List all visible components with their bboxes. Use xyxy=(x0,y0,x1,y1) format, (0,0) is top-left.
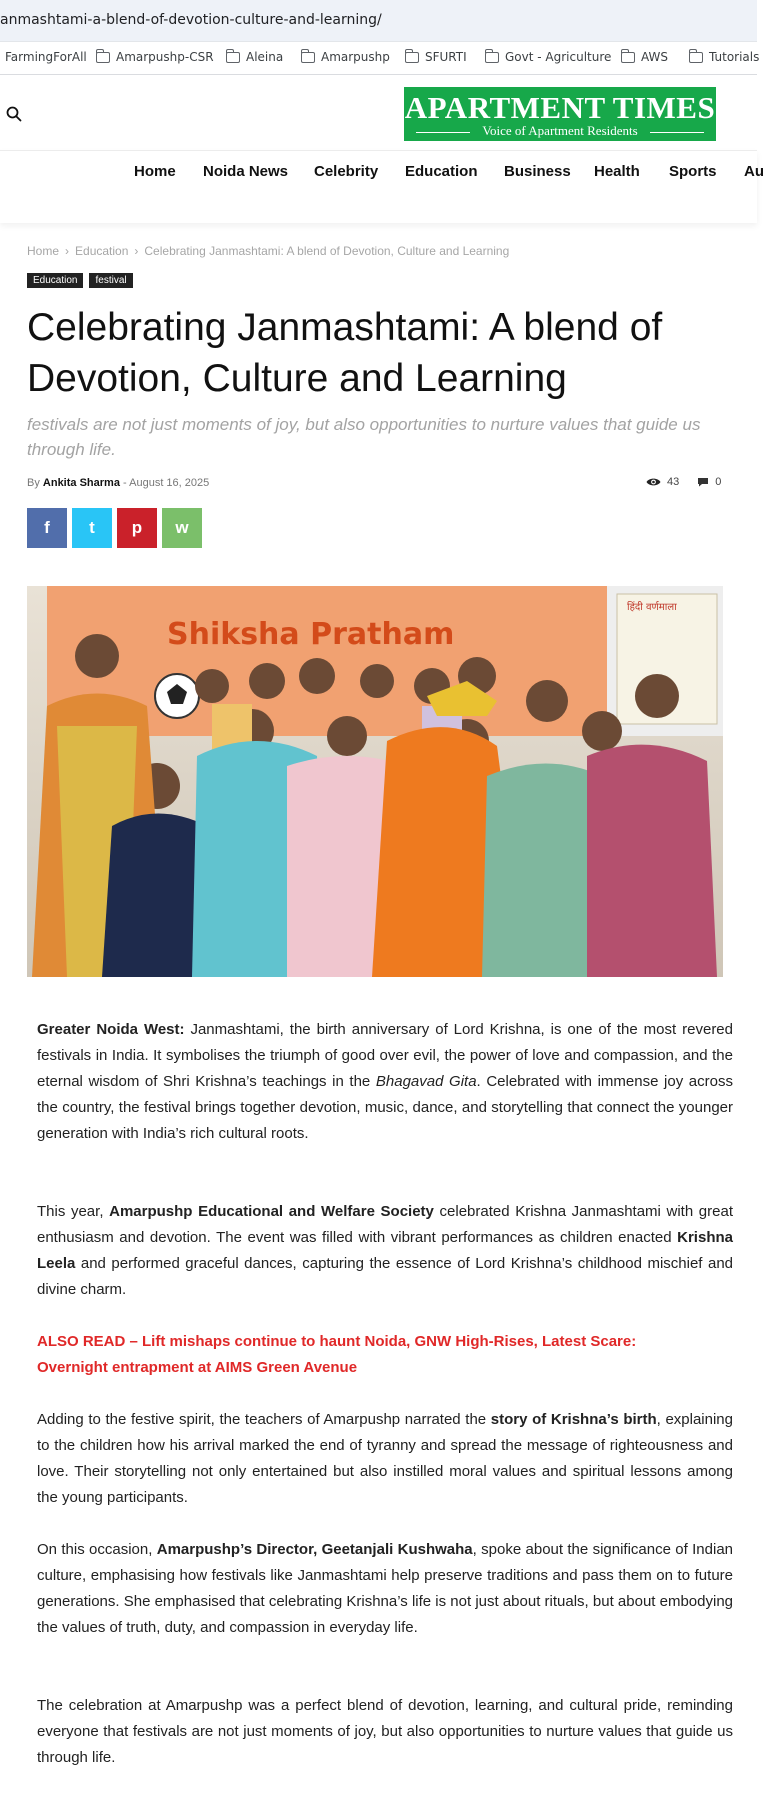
site-header xyxy=(0,75,757,150)
nav-business[interactable]: Business xyxy=(504,163,571,180)
organisation-name: Amarpushp Educational and Welfare Society xyxy=(109,1203,434,1220)
featured-photo-illustration xyxy=(27,586,723,977)
bookmark-label: SFURTI xyxy=(425,50,467,64)
paragraph-event-text-a: This year, xyxy=(37,1203,110,1220)
gita-reference: Bhagavad Gita xyxy=(375,1073,477,1090)
bookmark-govt-agriculture[interactable] xyxy=(485,50,611,64)
publish-date: August 16, 2025 xyxy=(129,477,210,489)
folder-icon xyxy=(96,52,110,63)
url-text: anmashtami-a-blend-of-devotion-culture-and-learning/ xyxy=(0,12,382,28)
bookmark-label: AWS xyxy=(641,50,669,64)
bookmark-label: FarmingForAll xyxy=(5,50,87,64)
paragraph-storytelling-text-a: Adding to the festive spirit, the teachers of Amarpushp narrated the xyxy=(37,1411,491,1428)
breadcrumb-home[interactable]: Home xyxy=(27,244,60,258)
paragraph-event xyxy=(37,1199,733,1303)
chevron-right-icon: › xyxy=(134,244,139,258)
search-icon[interactable] xyxy=(6,106,22,122)
comment-icon[interactable] xyxy=(697,477,709,487)
by-label: By xyxy=(27,477,40,489)
paragraph-director-text-a: On this occasion, xyxy=(37,1541,157,1558)
paragraph-event-text-b: celebrated Krishna Janmashtami with great enthusiasm and devotion. The event was filled with vibrant performances as children enacted xyxy=(37,1203,733,1246)
paragraph-event-text-c: and performed graceful dances, capturing the essence of Lord Krishna’s childhood mischief and divine charm. xyxy=(37,1255,733,1298)
logo-divider xyxy=(650,132,704,133)
paragraph-conclusion: The celebration at Amarpushp was a perfect blend of devotion, learning, and cultural pride, reminding everyone that festivals are not just moments of joy, but also opportunities to nurture values that guide us through life. xyxy=(37,1697,733,1766)
tag-festival[interactable]: festival xyxy=(89,273,132,288)
dateline: Greater Noida West: xyxy=(37,1021,185,1038)
bookmark-label: Amarpushp-CSR xyxy=(116,50,214,64)
krishna-leela: Krishna Leela xyxy=(37,1229,733,1272)
nav-more[interactable]: Au xyxy=(744,163,764,180)
paragraph-director xyxy=(37,1537,733,1641)
bookmark-aws[interactable] xyxy=(621,50,668,64)
paragraph-storytelling xyxy=(37,1407,733,1511)
tag-education[interactable]: Education xyxy=(27,273,83,288)
bookmark-amarpushp[interactable] xyxy=(301,50,390,64)
bookmark-farmingforall[interactable] xyxy=(5,50,87,64)
view-count: 43 xyxy=(667,476,680,488)
krishna-birth-story: story of Krishna’s birth xyxy=(490,1411,657,1428)
folder-icon xyxy=(621,52,635,63)
nav-health[interactable]: Health xyxy=(594,163,640,180)
article-title: Celebrating Janmashtami: A blend of Devotion, Culture and Learning xyxy=(27,306,663,400)
nav-home[interactable]: Home xyxy=(134,163,176,180)
whatsapp-icon: w xyxy=(175,518,189,537)
nav-sports[interactable]: Sports xyxy=(669,163,717,180)
featured-image xyxy=(27,586,723,977)
paragraph-intro xyxy=(37,1017,733,1147)
bookmark-label: Amarpushp xyxy=(321,50,390,64)
folder-icon xyxy=(485,52,499,63)
twitter-icon: t xyxy=(89,518,95,537)
address-bar[interactable] xyxy=(0,0,757,42)
folder-icon xyxy=(689,52,703,63)
bookmark-label: Govt - Agriculture xyxy=(505,50,612,64)
pinterest-icon: p xyxy=(131,518,143,537)
paragraph-intro-text-a: Janmashtami, the birth anniversary of Lord Krishna, is one of the most revered festivals in India. It symbolises the triumph of good over evil, the power of love and compassion, and the eternal wisdom of Shri Krishna’s teachings in the xyxy=(37,1021,733,1090)
author-link[interactable]: Ankita Sharma xyxy=(42,477,120,489)
paragraph-intro-text-b: . Celebrated with immense joy across the country, the festival brings together devotion, music, dance, and storytelling that connect the younger generation with India’s rich cultural roots. xyxy=(37,1073,733,1142)
date-separator: - xyxy=(123,477,127,489)
breadcrumb xyxy=(27,244,509,258)
folder-icon xyxy=(301,52,315,63)
nav-noida-news[interactable]: Noida News xyxy=(203,163,289,180)
byline xyxy=(27,477,209,489)
share-pinterest-button[interactable] xyxy=(117,508,157,548)
breadcrumb-education[interactable]: Education xyxy=(75,244,129,258)
bookmark-amarpushp-csr[interactable] xyxy=(96,50,214,64)
bookmark-sfurti[interactable] xyxy=(405,50,467,64)
bookmarks-bar xyxy=(0,42,760,75)
facebook-icon: f xyxy=(44,518,50,537)
article-stats xyxy=(646,476,721,488)
paragraph-director-text-b: , spoke about the significance of Indian culture, emphasising how festivals like Janmashtami help preserve traditions and pass them on to future generations. She emphasised that celebrating Krishna’s life is not just about rituals, but about embodying the values of truth, duty, and compassion in everyday life. xyxy=(37,1541,734,1636)
chevron-right-icon: › xyxy=(65,244,70,258)
also-read-link[interactable]: ALSO READ – Lift mishaps continue to haunt Noida, GNW High-Rises, Latest Scare: Overnight entrapment at AIMS Green Avenue xyxy=(37,1333,637,1376)
comment-count[interactable]: 0 xyxy=(715,476,722,488)
nav-education[interactable]: Education xyxy=(405,163,478,180)
site-logo[interactable] xyxy=(404,87,716,141)
share-twitter-button[interactable] xyxy=(72,508,112,548)
nav-celebrity[interactable]: Celebrity xyxy=(314,163,379,180)
bookmark-tutorials[interactable] xyxy=(689,50,759,64)
category-tags xyxy=(27,273,133,288)
bookmark-label: Tutorials xyxy=(709,50,760,64)
article-subtitle: festivals are not just moments of joy, but also opportunities to nurture values that guide us through life. xyxy=(27,415,701,459)
paragraph-storytelling-text-b: , explaining to the children how his arrival marked the end of tyranny and spread the message of righteousness and love. Their storytelling not only entertained but also instilled moral values and spiritual lessons among the young participants. xyxy=(37,1411,733,1506)
main-navigation xyxy=(0,150,764,223)
share-facebook-button[interactable] xyxy=(27,508,67,548)
folder-icon xyxy=(226,52,240,63)
logo-tagline: Voice of Apartment Residents xyxy=(482,123,638,138)
breadcrumb-current: Celebrating Janmashtami: A blend of Devotion, Culture and Learning xyxy=(144,244,510,258)
logo-title: APARTMENT TIMES xyxy=(404,90,716,125)
eye-icon xyxy=(646,477,661,487)
folder-icon xyxy=(405,52,419,63)
photo-chart-text: हिंदी वर्णमाला xyxy=(627,602,677,613)
director-name: Amarpushp’s Director, Geetanjali Kushwaha xyxy=(156,1541,473,1558)
photo-banner-text: Shiksha Pratham xyxy=(167,617,455,652)
share-whatsapp-button[interactable] xyxy=(162,508,202,548)
bookmark-aleina[interactable] xyxy=(226,50,283,64)
bookmark-label: Aleina xyxy=(246,50,284,64)
